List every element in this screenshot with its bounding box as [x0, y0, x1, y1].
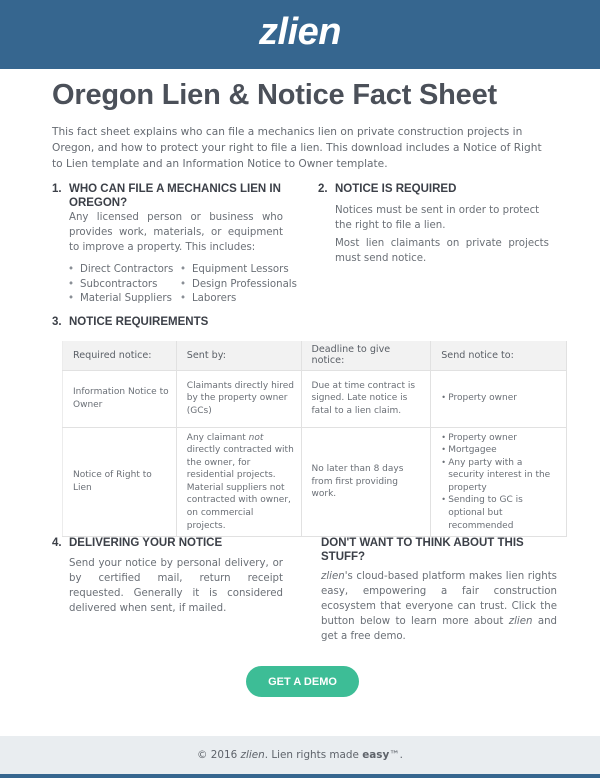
section-number: 3.	[52, 316, 62, 328]
section-2-para-1: Notices must be sent in order to protect the right to file a lien.	[335, 205, 540, 231]
bullet-icon: •	[180, 278, 187, 290]
deadline-cell: Due at time contract is signed. Late notice is fatal to a lien claim.	[301, 370, 431, 427]
brand-name: zlien	[508, 616, 533, 627]
brand-name: zlien	[321, 571, 345, 582]
bullet-icon: •	[68, 264, 75, 275]
column-header: Send notice to:	[431, 341, 567, 370]
section-3-heading	[52, 315, 352, 329]
list-item: • Design Professionals	[180, 278, 298, 293]
list-item: • Subcontractors	[68, 278, 180, 293]
table-header-row	[63, 341, 567, 370]
get-a-demo-button[interactable]: GET A DEMO	[246, 666, 359, 697]
list-item: • Property owner	[441, 432, 560, 445]
list-item: • Equipment Lessors	[180, 263, 298, 278]
section-1-body: Any licensed person or business who provides work, materials, or equipment to improve a property. This includes:	[69, 212, 283, 253]
section-number: 1.	[52, 183, 62, 195]
footer-accent-bar	[0, 774, 600, 778]
section-4-heading	[52, 536, 302, 550]
list-item: • Sending to GC is optional but recommended	[441, 494, 560, 532]
bullet-icon: •	[68, 293, 75, 304]
deadline-cell: No later than 8 days from first providing work.	[301, 427, 431, 537]
promo-heading: DON'T WANT TO THINK ABOUT THIS STUFF?	[321, 537, 524, 563]
column-header: Deadline to give notice:	[301, 341, 431, 370]
section-2-heading	[318, 182, 568, 196]
bullet-icon: •	[180, 293, 187, 304]
notice-requirements-table	[62, 341, 567, 537]
claimant-list	[68, 263, 298, 307]
section-4-body: Send your notice by personal delivery, or by certified mail, return receipt requested. Generally it is considered delivered when sent, if mailed.	[69, 558, 283, 614]
section-2-para-2: Most lien claimants on private projects must send notice.	[335, 238, 549, 264]
header-banner	[0, 0, 600, 69]
section-title: WHO CAN FILE A MECHANICS LIEN IN OREGON?	[69, 183, 281, 209]
send-to-cell	[431, 370, 567, 427]
bullet-icon: •	[68, 278, 75, 290]
intro-paragraph: This fact sheet explains who can file a mechanics lien on private construction projects in Oregon, and how to protect your right to file a lien. This download includes a Notice of Right to Lien template and an Information Notice to Owner template.	[52, 126, 542, 170]
notice-cell: Notice of Right to Lien	[63, 427, 177, 537]
section-number: 4.	[52, 537, 62, 549]
section-title: DELIVERING YOUR NOTICE	[69, 537, 223, 549]
table-row	[63, 370, 567, 427]
section-title: NOTICE IS REQUIRED	[335, 183, 457, 195]
send-to-cell	[431, 427, 567, 537]
list-item: • Property owner	[441, 392, 560, 405]
copyright-text: © 2016 zlien. Lien rights made easy™.	[197, 749, 403, 761]
bullet-icon: •	[180, 264, 187, 275]
list-item: • Laborers	[180, 292, 298, 307]
zlien-logo: zlien	[259, 11, 341, 53]
table-row	[63, 427, 567, 537]
page-title: Oregon Lien & Notice Fact Sheet	[52, 79, 497, 111]
promo-body: zlien's cloud-based platform makes lien rights easy, empowering a fair construction ecosystem that everyone can trust. Click the button below to learn more about zlien and get a free demo.	[321, 571, 557, 642]
list-item: • Material Suppliers	[68, 292, 180, 307]
list-item: • Direct Contractors	[68, 263, 180, 278]
column-header: Sent by:	[176, 341, 301, 370]
list-item: • Mortgagee	[441, 444, 560, 457]
sent-by-cell: Claimants directly hired by the property owner (GCs)	[176, 370, 301, 427]
sent-by-cell: Any claimant not directly contracted with the owner, for residential projects. Material suppliers not contracted with owner, on commercial projects.	[176, 427, 301, 537]
footer	[0, 736, 600, 774]
section-title: NOTICE REQUIREMENTS	[69, 316, 209, 328]
column-header: Required notice:	[63, 341, 177, 370]
list-item: • Any party with a security interest in the property	[441, 457, 560, 495]
section-1-heading	[52, 182, 292, 210]
section-number: 2.	[318, 183, 328, 195]
notice-cell: Information Notice to Owner	[63, 370, 177, 427]
